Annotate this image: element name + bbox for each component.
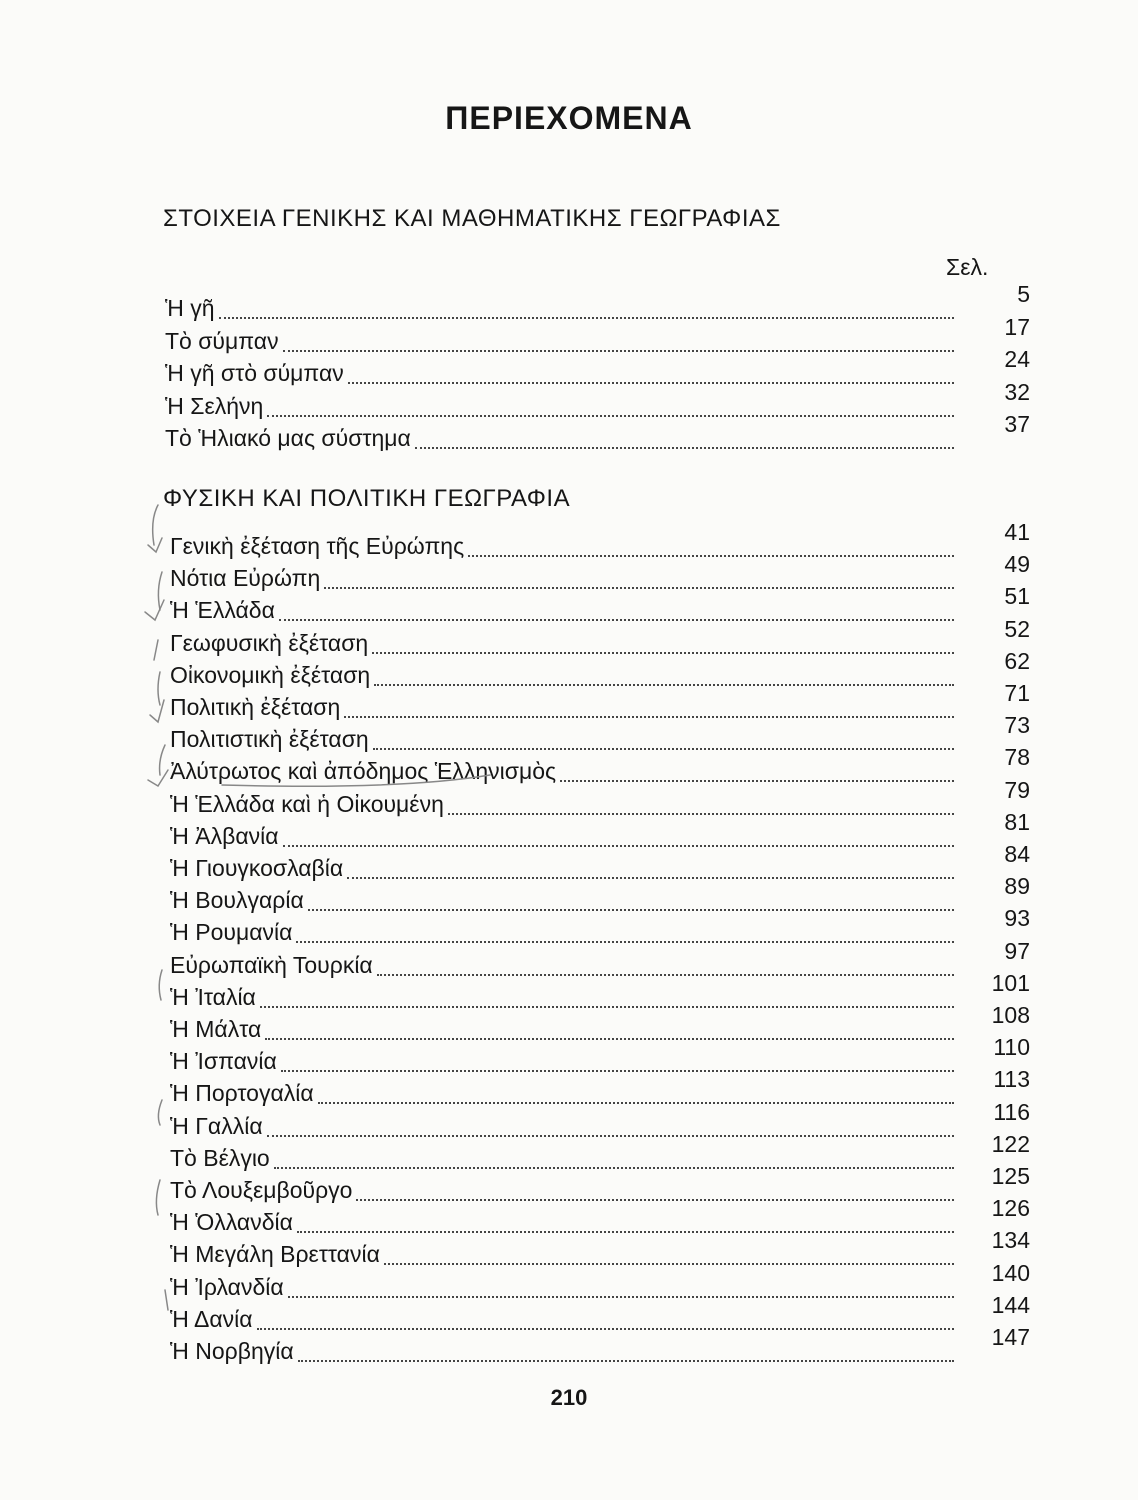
- page-number: 210: [550, 1385, 588, 1410]
- dot-leader: [356, 1179, 954, 1201]
- toc-entry: [170, 1098, 1030, 1140]
- toc-entry: [170, 841, 1030, 882]
- toc-entry: [170, 519, 1030, 560]
- toc-entry: [170, 1227, 1030, 1268]
- toc-entry-title: Πολιτικὴ ἐξέταση: [170, 694, 341, 720]
- toc-entry-page: 73: [1004, 712, 1030, 739]
- dot-leader: [415, 427, 954, 449]
- dot-leader: [296, 921, 954, 943]
- dot-leader: [374, 664, 954, 686]
- toc-entry-title: Ἡ Μεγάλη Βρεττανία: [170, 1241, 380, 1268]
- dot-leader: [308, 889, 954, 911]
- toc-entry: [170, 1066, 1030, 1107]
- toc-entry-title: Ἡ Ἑλλάδα καὶ ἡ Οἰκουμένη: [170, 790, 444, 817]
- toc-entry: [170, 1002, 1030, 1043]
- toc-entry-title: Ἡ Ἑλλάδα: [170, 597, 275, 624]
- section-heading-general-geography: ΣΤΟΙΧΕΙΑ ΓΕΝΙΚΗΣ ΚΑΙ ΜΑΘΗΜΑΤΙΚΗΣ ΓΕΩΓΡΑΦΙΑΣ: [163, 205, 781, 232]
- toc-entry-page: 144: [991, 1291, 1030, 1318]
- toc-entry-title: Ἡ Δανία: [170, 1305, 253, 1332]
- toc-entry-title: Ἡ γῆ: [165, 295, 215, 321]
- toc-entry-title: Τὸ Βέλγιο: [170, 1144, 270, 1171]
- toc-entry: [170, 712, 1030, 753]
- toc-entry-page: 140: [991, 1259, 1030, 1286]
- toc-entry-title: Γεωφυσικὴ ἐξέταση: [170, 629, 369, 656]
- dot-leader: [344, 696, 954, 718]
- toc-entry: [170, 873, 1030, 914]
- toc-entry-page: 147: [991, 1324, 1030, 1350]
- toc-entry-title: Ἡ Νορβηγία: [170, 1338, 294, 1364]
- dot-leader: [448, 793, 954, 815]
- toc-entry: [170, 937, 1030, 979]
- toc-entry: [170, 1324, 1030, 1365]
- toc-entry: [170, 1034, 1030, 1075]
- toc-entry-title: Ἡ Σελήνη: [165, 392, 264, 419]
- dot-leader: [377, 954, 954, 976]
- toc-entry-title: Τὸ Ἡλιακό μας σύστημα: [165, 425, 411, 451]
- toc-entry: [170, 583, 1030, 624]
- toc-entry: [165, 378, 1030, 420]
- toc-entry-page: 116: [993, 1098, 1030, 1125]
- toc-entry-page: 41: [1004, 519, 1030, 545]
- dot-leader: [219, 297, 954, 319]
- toc-entry-title: Ἡ γῆ στὸ σύμπαν: [165, 360, 344, 386]
- toc-entry: [170, 905, 1030, 946]
- toc-entry-page: 52: [1004, 615, 1030, 642]
- toc-entry-title: Νότια Εὐρώπη: [170, 565, 321, 592]
- dot-leader: [324, 567, 954, 589]
- dot-leader: [260, 986, 954, 1008]
- toc-entry-page: 84: [1004, 841, 1030, 867]
- toc-entry-page: 78: [1004, 744, 1030, 771]
- page-title: ΠΕΡΙΕΧΟΜΕΝΑ: [445, 100, 693, 136]
- toc-entry: [165, 281, 1030, 322]
- toc-entry-page: 108: [991, 1002, 1030, 1028]
- page-column-label: Σελ.: [946, 254, 989, 280]
- toc-entry-title: Ἡ Ὁλλανδία: [170, 1209, 293, 1236]
- toc-entry-page: 81: [1004, 808, 1030, 835]
- dot-leader: [297, 1211, 954, 1233]
- toc-entry-page: 101: [991, 969, 1030, 996]
- toc-entry-title: Ἡ Ἰταλία: [170, 983, 256, 1010]
- toc-entry: [170, 1291, 1030, 1333]
- toc-entry-page: 62: [1004, 647, 1030, 674]
- dot-leader: [384, 1243, 954, 1265]
- dot-leader: [283, 825, 954, 847]
- toc-entry: [165, 346, 1030, 387]
- toc-entry-page: 93: [1004, 905, 1030, 932]
- dot-leader: [468, 535, 954, 557]
- toc-entry: [170, 615, 1030, 657]
- dot-leader: [288, 1276, 954, 1298]
- toc-entry-title: Τὸ σύμπαν: [165, 327, 279, 354]
- toc-entry: [170, 680, 1030, 721]
- toc-entry: [170, 1195, 1030, 1236]
- toc-entry: [170, 1163, 1030, 1204]
- dot-leader: [348, 362, 954, 384]
- dot-leader: [283, 330, 954, 352]
- toc-entry-page: 49: [1004, 551, 1030, 578]
- toc-entry-page: 89: [1004, 873, 1030, 900]
- toc-entry-title: Εὐρωπαϊκὴ Τουρκία: [170, 951, 373, 978]
- toc-entry: [170, 969, 1030, 1011]
- dot-leader: [373, 728, 954, 750]
- dot-leader: [318, 1082, 954, 1104]
- dot-leader: [347, 857, 954, 879]
- toc-entry-page: 79: [1004, 776, 1030, 803]
- toc-entry-title: Οἰκονομικὴ ἐξέταση: [170, 661, 371, 688]
- toc-entry-title: Γενικὴ ἐξέταση τῆς Εὐρώπης: [170, 533, 465, 559]
- section-heading-physical-political-geography: ΦΥΣΙΚΗ ΚΑΙ ΠΟΛΙΤΙΚΗ ΓΕΩΓΡΑΦΙΑ: [163, 485, 571, 512]
- toc-entry: [170, 1130, 1030, 1172]
- dot-leader: [298, 1340, 954, 1362]
- toc-entry-page: 37: [1004, 411, 1030, 437]
- toc-entry-page: 97: [1004, 937, 1030, 964]
- toc-entry: [170, 744, 1030, 785]
- toc-entry: [165, 313, 1030, 355]
- toc-entry-page: 71: [1004, 680, 1030, 706]
- toc-entry-page: 5: [1017, 281, 1030, 307]
- toc-entry: [170, 1259, 1030, 1301]
- toc-entry: [170, 647, 1030, 689]
- toc-entry-title: Ἡ Ἀλβανία: [170, 822, 279, 849]
- toc-entry-page: 134: [991, 1227, 1030, 1254]
- dot-leader: [257, 1308, 954, 1330]
- toc-entry-title: Ἡ Πορτογαλία: [170, 1080, 314, 1107]
- toc-entry-page: 110: [993, 1034, 1030, 1061]
- toc-entry-page: 122: [991, 1130, 1030, 1157]
- toc-entry: [170, 551, 1030, 592]
- toc-entry-title: Ἡ Ἰσπανία: [170, 1048, 277, 1075]
- dot-leader: [267, 395, 954, 417]
- dot-leader: [372, 632, 954, 654]
- toc-entry-title: Ἀλύτρωτος καὶ ἀπόδημος Ἑλληνισμὸς: [170, 758, 557, 785]
- toc-entry: [170, 808, 1030, 850]
- toc-entry-page: 113: [993, 1066, 1030, 1093]
- toc-entry-title: Ἡ Ρουμανία: [170, 919, 293, 946]
- toc-entry-page: 24: [1004, 346, 1030, 372]
- dot-leader: [560, 760, 954, 782]
- toc-entry-title: Ἡ Γαλλία: [170, 1112, 263, 1139]
- toc-entry-title: Ἡ Γιουγκοσλαβία: [170, 855, 344, 881]
- toc-entry: [170, 776, 1030, 818]
- toc-entry-page: 32: [1004, 378, 1030, 405]
- toc-entry-page: 125: [991, 1163, 1030, 1189]
- toc-entry-title: Πολιτιστικὴ ἐξέταση: [170, 726, 369, 753]
- dot-leader: [281, 1050, 954, 1072]
- toc-entry-title: Ἡ Μάλτα: [170, 1016, 262, 1042]
- dot-leader: [279, 599, 954, 621]
- toc-entry: [165, 411, 1030, 452]
- toc-entry-title: Τὸ Λουξεμβοῦργο: [170, 1177, 353, 1203]
- toc-entry-page: 126: [991, 1195, 1030, 1222]
- dot-leader: [265, 1018, 954, 1040]
- dot-leader: [267, 1115, 954, 1137]
- toc-entry-title: Ἡ Βουλγαρία: [170, 887, 304, 914]
- toc-entry-page: 17: [1004, 313, 1030, 340]
- toc-entry-title: Ἡ Ἰρλανδία: [170, 1273, 284, 1300]
- dot-leader: [274, 1147, 954, 1169]
- toc-entry-page: 51: [1004, 583, 1030, 610]
